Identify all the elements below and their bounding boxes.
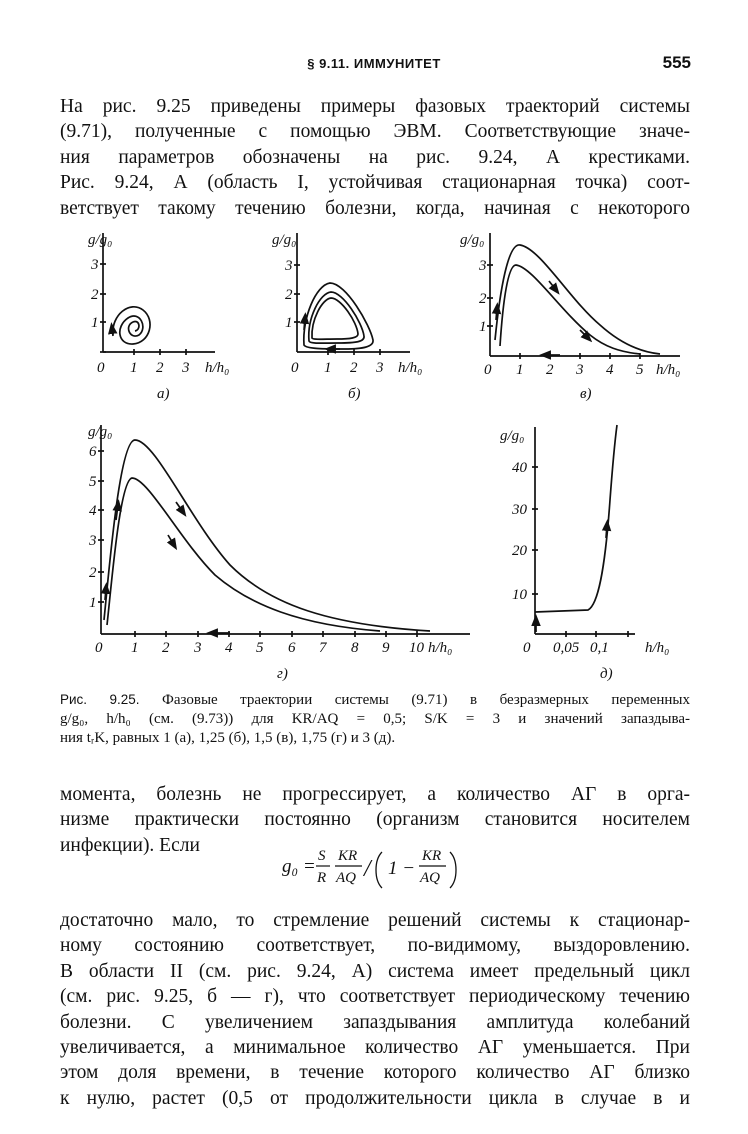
caption-text: ния tᵣK, равных 1 (а), 1,25 (б), 1,5 (в), 1,75 (г) и 3 (д). <box>60 730 396 746</box>
formula-kr-2: KR <box>422 848 442 864</box>
panel-d-trajectory <box>535 425 617 612</box>
panel-g-xtick-label: 8 <box>351 640 359 656</box>
panel-d-label: д) <box>600 666 613 682</box>
panel-a-label: а) <box>157 386 170 402</box>
text-line: инфекции). Если <box>60 834 200 856</box>
panel-d-xtick-label: 0 <box>523 640 531 656</box>
panel-g-ytick-label: 2 <box>89 565 97 581</box>
panel-v-xlabel: h/h₀ <box>656 362 681 378</box>
panel-d-ytick-label: 10 <box>512 587 527 603</box>
formula-s: S <box>318 848 326 864</box>
panel-g-xtick-label: 3 <box>194 640 202 656</box>
panel-v-ytick-label: 3 <box>479 258 487 274</box>
panel-g-ytick-label: 5 <box>89 474 97 490</box>
text-line: (9.71), полученные с помощью ЭВМ. Соответствующие значе- <box>60 121 690 143</box>
text-line: болезни. С увеличением запаздывания амплитуда колебаний <box>60 1011 690 1033</box>
panel-d-ylabel: g/g₀ <box>500 428 525 444</box>
panel-a-ytick-label: 2 <box>91 287 99 303</box>
panel-g-xtick-label: 6 <box>288 640 296 656</box>
panel-b-label: б) <box>348 386 361 402</box>
panel-g-ylabel: g/g₀ <box>88 424 113 440</box>
caption-text: g/g₀, h/h₀ (см. (9.73)) для KR/AQ = 0,5; S/K = 3 и значений запаздыва- <box>60 711 690 727</box>
panel-v-xtick-label: 5 <box>636 362 644 378</box>
panel-g-ytick-label: 4 <box>89 503 97 519</box>
panel-v-xtick-label: 4 <box>606 362 614 378</box>
text-line: ветствует такому течению болезни, когда, начиная с некоторого <box>60 197 690 219</box>
panel-b-xtick-label: 2 <box>350 360 358 376</box>
panel-d-xtick-label: 0,1 <box>590 640 609 656</box>
panel-b <box>294 233 410 355</box>
caption-text: Фазовые траектории системы (9.71) в безразмерных переменных <box>162 692 691 708</box>
panel-a-xtick-label: 1 <box>130 360 138 376</box>
text-line: увеличивается, а минимальное количество АГ уменьшается. При <box>60 1037 690 1059</box>
panel-d-ytick-label: 30 <box>512 502 527 518</box>
panel-v-xtick-label: 1 <box>516 362 524 378</box>
panel-g-xtick-label: 9 <box>382 640 390 656</box>
panel-g-xtick-label: 0 <box>95 640 103 656</box>
panel-v-label: в) <box>580 386 592 402</box>
formula-aq-1: AQ <box>336 870 356 886</box>
panel-b-ytick-label: 1 <box>285 315 293 331</box>
text-line: (см. рис. 9.25, б — г), что соответствует периодическому течению <box>60 986 690 1008</box>
panel-g-xtick-label: 5 <box>256 640 264 656</box>
panel-d-xtick-label: 0,05 <box>553 640 580 656</box>
panel-b-xtick-label: 1 <box>324 360 332 376</box>
panel-b-ytick-label: 2 <box>285 287 293 303</box>
panel-g <box>98 425 470 637</box>
formula-slash: / <box>364 856 371 882</box>
panel-a-ytick-label: 1 <box>91 315 99 331</box>
text-line: низме практически постоянно (организм становится носителем <box>60 809 690 831</box>
page-number: 555 <box>662 53 691 72</box>
panel-g-ytick-label: 3 <box>89 533 97 549</box>
panel-b-xtick-label: 0 <box>291 360 299 376</box>
panel-v-ytick-label: 2 <box>479 291 487 307</box>
panel-v-xtick-label: 0 <box>484 362 492 378</box>
panel-d-ytick-label: 20 <box>512 543 527 559</box>
panel-b-xlabel: h/h₀ <box>398 360 423 376</box>
panel-v <box>487 233 680 359</box>
panel-v-inner-trajectory <box>500 265 640 354</box>
text-line: к нулю, растет (0,5 от продолжительности цикла в случае в и <box>60 1087 690 1109</box>
panel-a-xlabel: h/h₀ <box>205 360 230 376</box>
text-line: этом доля времени, в течение которого количество АГ близко <box>60 1062 690 1084</box>
panel-g-xtick-label: 2 <box>162 640 170 656</box>
panel-a-ytick-label: 3 <box>91 257 99 273</box>
panel-d-xlabel: h/h₀ <box>645 640 670 656</box>
panel-d-ytick-label: 40 <box>512 460 527 476</box>
formula-lhs: g₀ = <box>282 856 316 877</box>
paragraph-3 <box>60 908 690 1111</box>
running-header: § 9.11. ИММУНИТЕТ <box>307 56 441 71</box>
formula-r: R <box>317 870 327 886</box>
panel-v-outer-trajectory <box>495 245 660 354</box>
panel-a-xtick-label: 0 <box>97 360 105 376</box>
panel-g-ytick-label: 6 <box>89 444 97 460</box>
panel-g-xlabel: h/h₀ <box>428 640 453 656</box>
text-line: достаточно мало, то стремление решений системы к стационар- <box>60 910 690 931</box>
panel-b-ytick-label: 3 <box>285 258 293 274</box>
formula-one-minus: 1 − <box>388 858 416 879</box>
panel-g-xtick-label: 1 <box>131 640 139 656</box>
caption-label: Рис. 9.25. <box>60 692 140 707</box>
panel-b-inner-cycle <box>312 298 358 339</box>
panel-a-xtick-label: 3 <box>182 360 190 376</box>
panel-g-inner-trajectory <box>107 478 380 631</box>
panel-a-xtick-label: 2 <box>156 360 164 376</box>
text-line: Рис. 9.24, А (область I, устойчивая стационарная точка) соот- <box>60 172 690 194</box>
panel-v-ylabel: g/g₀ <box>460 232 485 248</box>
text-line: В области II (см. рис. 9.24, А) система имеет предельный цикл <box>60 960 690 982</box>
panel-d <box>532 425 635 637</box>
panel-g-xtick-label: 4 <box>225 640 233 656</box>
figure-caption <box>60 690 690 748</box>
formula-g0 <box>0 836 748 896</box>
panel-v-xtick-label: 3 <box>576 362 584 378</box>
text-line: момента, болезнь не прогрессирует, а количество АГ в орга- <box>60 784 690 805</box>
panel-g-xtick-label: 10 <box>409 640 424 656</box>
panel-g-label: г) <box>277 666 288 682</box>
formula-aq-2: AQ <box>420 870 440 886</box>
panel-b-ylabel: g/g₀ <box>272 232 297 248</box>
text-line: ния параметров обозначены на рис. 9.24, А крестиками. <box>60 146 690 168</box>
panel-g-ytick-label: 1 <box>89 595 97 611</box>
panel-v-xtick-label: 2 <box>546 362 554 378</box>
text-line: ному состоянию соответствует, по-видимому, выздоровлению. <box>60 935 690 957</box>
panel-a-ylabel: g/g₀ <box>88 232 113 248</box>
text-line: На рис. 9.25 приведены примеры фазовых траекторий системы <box>60 96 690 117</box>
panel-a-spiral-trajectory <box>113 307 150 344</box>
formula-kr-1: KR <box>338 848 358 864</box>
panel-g-outer-trajectory <box>104 440 430 631</box>
panel-a <box>100 233 215 355</box>
panel-v-ytick-label: 1 <box>479 319 487 335</box>
panel-g-xtick-label: 7 <box>319 640 327 656</box>
panel-b-xtick-label: 3 <box>376 360 384 376</box>
